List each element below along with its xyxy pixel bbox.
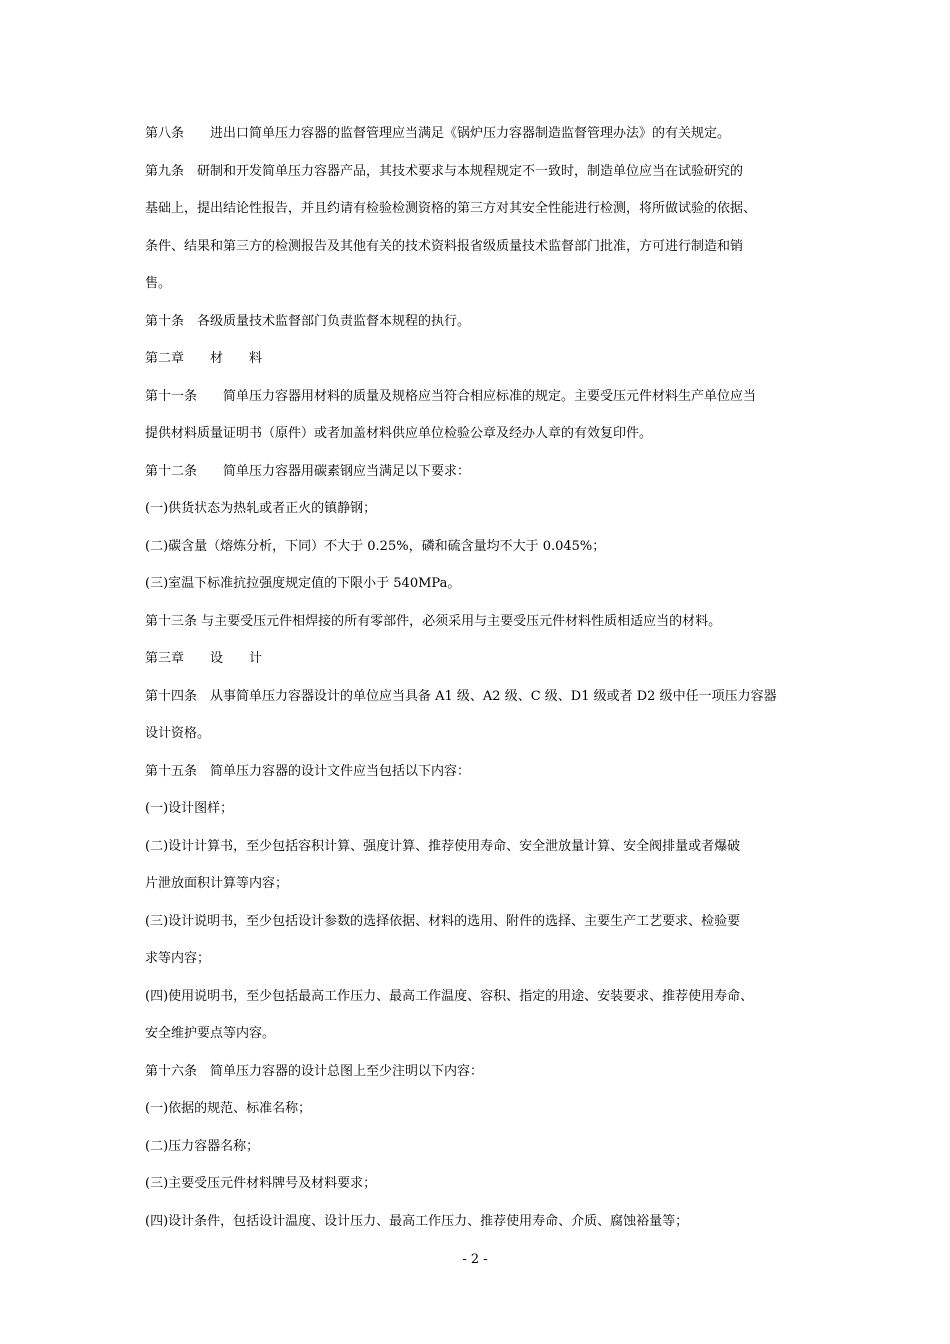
article-12-item-1: (一)供货状态为热轧或者正火的镇静钢； bbox=[145, 501, 377, 516]
article-14-line-1: 第十四条 从事简单压力容器设计的单位应当具备 A1 级、A2 级、C 级、D1 级或者 D2 级中任一项压力容器 bbox=[145, 688, 777, 704]
article-9-line-1: 第九条 研制和开发简单压力容器产品，其技术要求与本规程规定不一致时，制造单位应当在试验研究的 bbox=[145, 163, 744, 179]
article-12-line: 第十二条 简单压力容器用碳素钢应当满足以下要求： bbox=[145, 463, 471, 479]
article-15-item-2-line-2: 片泄放面积计算等内容； bbox=[145, 876, 289, 891]
chapter-3-heading: 第三章 设 计 bbox=[145, 651, 263, 666]
article-15-line: 第十五条 简单压力容器的设计文件应当包括以下内容： bbox=[145, 763, 471, 779]
article-16-line: 第十六条 简单压力容器的设计总图上至少注明以下内容： bbox=[145, 1063, 484, 1079]
article-9-line-3: 条件、结果和第三方的检测报告及其他有关的技术资料报省级质量技术监督部门批准，方可进行制造和销 bbox=[145, 238, 744, 254]
article-15-item-1: (一)设计图样； bbox=[145, 801, 234, 816]
article-15-item-4-line-2: 安全维护要点等内容。 bbox=[145, 1026, 276, 1041]
article-9-line-4: 售。 bbox=[145, 276, 172, 291]
article-8-line: 第八条 进出口简单压力容器的监督管理应当满足《锅炉压力容器制造监督管理办法》的有关规定。 bbox=[145, 126, 731, 141]
article-9-line-2: 基础上，提出结论性报告，并且约请有检验检测资格的第三方对其安全性能进行检测，将所做试验的依据、 bbox=[145, 201, 757, 216]
article-16-item-4: (四)设计条件，包括设计温度、设计压力、最高工作压力、推荐使用寿命、介质、腐蚀裕量等； bbox=[145, 1213, 689, 1229]
article-15-item-3-line-2: 求等内容； bbox=[145, 951, 211, 966]
article-15-item-4-line-1: (四)使用说明书，至少包括最高工作压力、最高工作温度、容积、指定的用途、安装要求、推荐使用寿命、 bbox=[145, 988, 754, 1004]
page-number: - 2 - bbox=[462, 1252, 488, 1267]
article-11-line-2: 提供材料质量证明书（原件）或者加盖材料供应单位检验公章及经办人章的有效复印件。 bbox=[145, 426, 653, 441]
article-15-item-2-line-1: (二)设计计算书，至少包括容积计算、强度计算、推荐使用寿命、安全泄放量计算、安全阀排量或者爆破 bbox=[145, 838, 741, 854]
article-12-item-3: (三)室温下标准抗拉强度规定值的下限小于 540MPa。 bbox=[145, 576, 461, 591]
article-15-item-3-line-1: (三)设计说明书，至少包括设计参数的选择依据、材料的选用、附件的选择、主要生产工艺要求、检验要 bbox=[145, 913, 741, 929]
article-12-item-2: (二)碳含量（熔炼分析，下同）不大于 0.25%，磷和硫含量均不大于 0.045%； bbox=[145, 538, 606, 554]
article-14-line-2: 设计资格。 bbox=[145, 726, 211, 741]
article-10-line: 第十条 各级质量技术监督部门负责监督本规程的执行。 bbox=[145, 313, 471, 329]
article-16-item-3: (三)主要受压元件材料牌号及材料要求； bbox=[145, 1176, 377, 1191]
article-13-line: 第十三条 与主要受压元件相焊接的所有零部件，必须采用与主要受压元件材料性质相适应当的材料。 bbox=[145, 613, 722, 629]
article-16-item-2: (二)压力容器名称； bbox=[145, 1138, 260, 1154]
article-16-item-1: (一)依据的规范、标准名称； bbox=[145, 1101, 312, 1116]
document-body bbox=[145, 124, 810, 1249]
article-11-line-1: 第十一条 简单压力容器用材料的质量及规格应当符合相应标准的规定。主要受压元件材料生产单位应当 bbox=[145, 388, 757, 404]
chapter-2-heading: 第二章 材 料 bbox=[145, 351, 263, 366]
